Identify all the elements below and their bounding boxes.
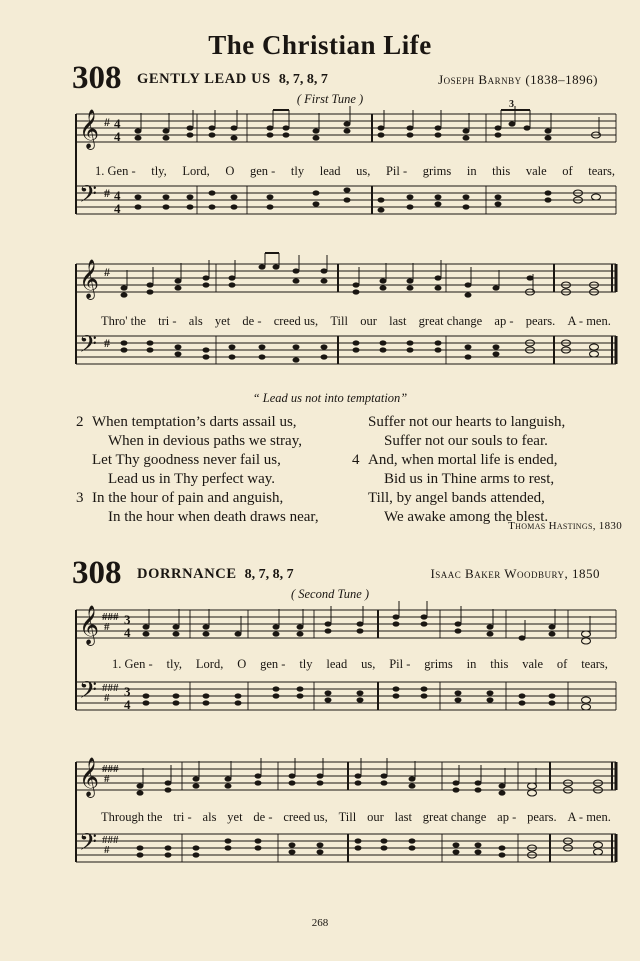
verse-line xyxy=(352,451,565,470)
lyric-syllable: ap - xyxy=(497,810,517,824)
svg-text:𝄢: 𝄢 xyxy=(79,332,98,363)
lyric-syllable: yet xyxy=(214,314,231,328)
lyric-syllable: tly xyxy=(290,164,305,178)
lyric-syllable: our xyxy=(360,314,377,328)
svg-text:###: ### xyxy=(102,834,119,846)
svg-text:4: 4 xyxy=(114,188,121,203)
lyric-syllable: Pil - xyxy=(389,657,411,671)
tune-label: ( Second Tune ) xyxy=(290,587,370,601)
svg-text:𝄞: 𝄞 xyxy=(79,759,100,796)
svg-text:#: # xyxy=(104,844,110,856)
verse-heading: “ Lead us not into temptation” xyxy=(252,391,408,405)
verse-line xyxy=(76,413,319,432)
svg-text:4: 4 xyxy=(114,129,121,144)
hymn-number: 308 xyxy=(72,60,122,96)
verse-text: In the hour of pain and anguish, xyxy=(92,490,284,506)
lyric-syllable: our xyxy=(367,810,384,824)
svg-text:𝄢: 𝄢 xyxy=(79,678,98,709)
svg-text:3: 3 xyxy=(124,612,131,627)
lyrics-line xyxy=(112,657,608,672)
svg-text:𝄞: 𝄞 xyxy=(79,261,100,298)
verses-left-column xyxy=(76,413,319,527)
lyrics-line xyxy=(95,164,615,179)
lyric-syllable: Lord, xyxy=(182,164,210,178)
lyric-syllable: vale xyxy=(525,164,547,178)
lyric-syllable: Till xyxy=(338,810,357,824)
lyric-syllable: of xyxy=(562,164,573,178)
meter: 8, 7, 8, 7 xyxy=(244,567,294,582)
svg-text:4: 4 xyxy=(124,697,131,712)
svg-text:3: 3 xyxy=(509,100,514,110)
lyric-syllable: creed us, xyxy=(283,810,328,824)
lyric-syllable: us, xyxy=(361,657,376,671)
verse-text: When temptation’s darts assail us, xyxy=(92,414,297,430)
svg-text:3: 3 xyxy=(124,684,131,699)
lyric-syllable: pears. xyxy=(527,810,557,824)
tune-label: ( First Tune ) xyxy=(296,92,364,106)
svg-text:𝄢: 𝄢 xyxy=(79,182,98,213)
lyric-syllable: great change xyxy=(418,314,483,328)
verse-line xyxy=(352,489,565,508)
lyric-syllable: vale xyxy=(522,657,544,671)
verses-right-column xyxy=(352,413,565,527)
lyric-syllable: grims xyxy=(422,164,452,178)
page-title: The Christian Life xyxy=(208,30,432,60)
lyric-syllable: in xyxy=(466,164,477,178)
lyric-syllable: this xyxy=(490,657,509,671)
lyric-syllable: als xyxy=(202,810,217,824)
lyric-syllable: de - xyxy=(253,810,273,824)
lyric-syllable: O xyxy=(237,657,247,671)
svg-text:4: 4 xyxy=(114,201,121,216)
tune-name-text: DORRNANCE xyxy=(137,566,237,582)
composer: Isaac Baker Woodbury, 1850 xyxy=(430,566,600,581)
verse-number: 2 xyxy=(76,414,84,430)
svg-text:###: ### xyxy=(102,763,119,775)
lyric-syllable: Through the xyxy=(101,810,163,824)
tune-name xyxy=(137,566,294,583)
verse-line xyxy=(76,451,319,470)
lyric-syllable: creed us, xyxy=(273,314,319,328)
lyric-syllable: tri - xyxy=(173,810,192,824)
lyric-syllable: great change xyxy=(422,810,487,824)
lyric-syllable: grims xyxy=(424,657,453,671)
verse-text: In the hour when death draws near, xyxy=(108,509,319,525)
verse-line xyxy=(76,432,319,451)
lyric-syllable: Pil - xyxy=(385,164,408,178)
tune-name-text: GENTLY LEAD US xyxy=(137,71,271,87)
page-number: 268 xyxy=(311,917,329,929)
verse-line xyxy=(76,508,319,527)
verse-line xyxy=(76,470,319,489)
verse-text: Let Thy goodness never fail us, xyxy=(92,452,281,468)
svg-text:#: # xyxy=(104,773,110,785)
svg-text:###: ### xyxy=(102,682,119,694)
lyric-syllable: Till xyxy=(330,314,348,328)
lyric-syllable: lead xyxy=(319,164,341,178)
lyric-syllable: us, xyxy=(356,164,371,178)
lyric-syllable: 1. Gen - xyxy=(112,657,153,671)
lyric-syllable: this xyxy=(492,164,511,178)
lyric-syllable: tly, xyxy=(166,657,183,671)
lyric-syllable: in xyxy=(466,657,477,671)
lyric-syllable: lead xyxy=(326,657,348,671)
verse-text: Suffer not our hearts to languish, xyxy=(368,414,566,430)
svg-text:𝄞: 𝄞 xyxy=(79,111,100,148)
verse-text: Bid us in Thine arms to rest, xyxy=(384,471,555,487)
svg-text:###: ### xyxy=(102,611,119,623)
lyrics-line xyxy=(101,314,611,329)
hymn-number: 308 xyxy=(72,555,122,591)
lyric-syllable: tly xyxy=(299,657,313,671)
lyric-syllable: tears, xyxy=(581,657,608,671)
lyric-syllable: last xyxy=(394,810,412,824)
lyric-syllable: 1. Gen - xyxy=(95,164,136,178)
svg-text:#: # xyxy=(104,692,110,704)
svg-text:4: 4 xyxy=(114,116,121,131)
lyric-syllable: de - xyxy=(242,314,262,328)
svg-text:𝄢: 𝄢 xyxy=(79,830,98,861)
svg-text:#: # xyxy=(104,265,110,279)
svg-text:#: # xyxy=(104,336,110,350)
svg-text:𝄞: 𝄞 xyxy=(79,607,100,644)
lyric-syllable: yet xyxy=(227,810,243,824)
lyric-syllable: ap - xyxy=(494,314,514,328)
lyrics-line xyxy=(101,810,611,825)
verse-text: When in devious paths we stray, xyxy=(108,433,302,449)
svg-text:#: # xyxy=(104,186,110,200)
svg-text:4: 4 xyxy=(124,625,131,640)
verse-number: 4 xyxy=(352,452,360,468)
verse-line xyxy=(76,489,319,508)
svg-text:#: # xyxy=(104,115,110,129)
meter: 8, 7, 8, 7 xyxy=(278,72,328,87)
lyric-syllable: gen - xyxy=(249,164,276,178)
lyric-syllable: pears. xyxy=(525,314,556,328)
verse-text: Till, by angel bands attended, xyxy=(368,490,545,506)
lyric-syllable: Thro' the xyxy=(101,314,146,328)
lyric-syllable: tly, xyxy=(151,164,167,178)
lyric-syllable: A - men. xyxy=(567,810,611,824)
verse-text: We awake among the blest. xyxy=(384,509,549,525)
verse-line xyxy=(352,432,565,451)
lyric-syllable: last xyxy=(389,314,407,328)
lyric-syllable: tears, xyxy=(588,164,615,178)
author-credit: Thomas Hastings, 1830 xyxy=(508,520,622,532)
verse-text: Lead us in Thy perfect way. xyxy=(108,471,276,487)
composer: Joseph Barnby (1838–1896) xyxy=(438,72,598,87)
tune-name xyxy=(137,71,328,88)
lyric-syllable: A - men. xyxy=(567,314,611,328)
verse-number: 3 xyxy=(76,490,84,506)
verse-text: Suffer not our souls to fear. xyxy=(384,433,548,449)
lyric-syllable: als xyxy=(188,314,203,328)
lyric-syllable: of xyxy=(556,657,568,671)
lyric-syllable: Lord, xyxy=(195,657,224,671)
svg-text:#: # xyxy=(104,621,110,633)
verse-line xyxy=(352,413,565,432)
verse-line xyxy=(352,470,565,489)
verse-text: And, when mortal life is ended, xyxy=(368,452,558,468)
lyric-syllable: tri - xyxy=(158,314,177,328)
lyric-syllable: gen - xyxy=(260,657,286,671)
lyric-syllable: O xyxy=(225,164,235,178)
